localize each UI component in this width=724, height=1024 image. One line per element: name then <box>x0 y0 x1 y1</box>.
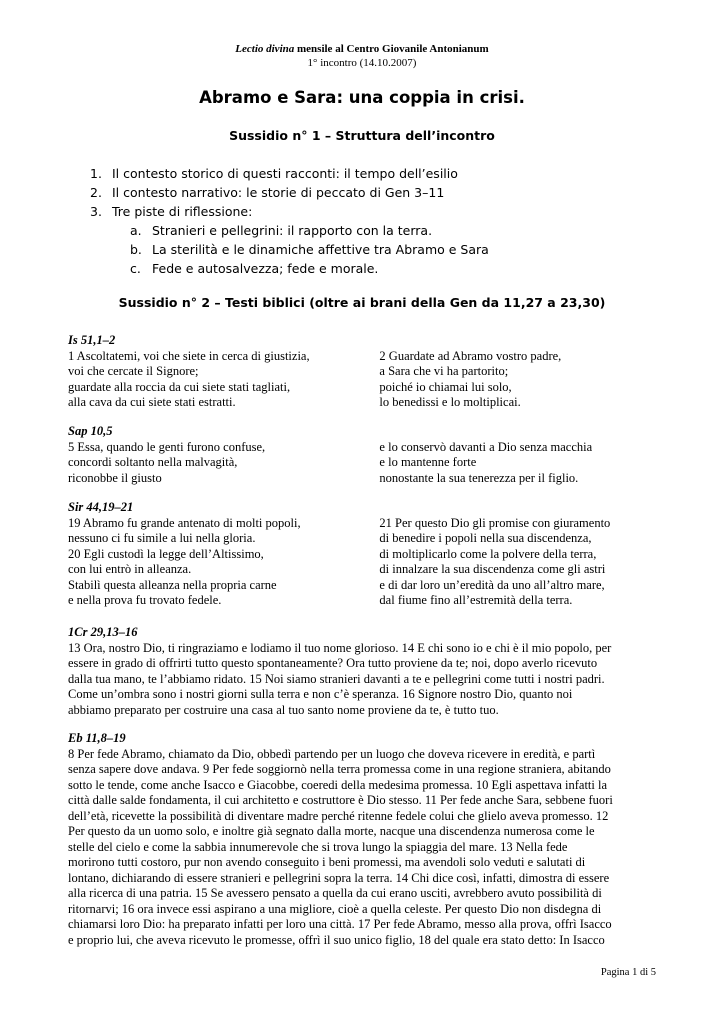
header-line-1-rest: mensile al Centro Giovanile Antonianum <box>294 43 489 55</box>
document-header <box>0 42 724 70</box>
passage-paragraph <box>68 747 658 949</box>
text-line: 8 Per fede Abramo, chiamato da Dio, obbedì partendo per un luogo che doveva ricevere in eredità, e partì <box>68 746 596 761</box>
verse-line: 19 Abramo fu grande antenato di molti popoli, <box>68 515 301 530</box>
passage-wisdom <box>68 424 658 486</box>
passage-right-column <box>379 516 658 609</box>
verse-line: e lo mantenne forte <box>379 455 477 469</box>
passage-paragraph <box>68 641 658 719</box>
passage-reference: Sap 10,5 <box>68 424 113 438</box>
outline-text: Tre piste di riflessione: <box>112 204 253 219</box>
page-number: Pagina 1 di 5 <box>600 967 656 978</box>
text-line: Come un’ombra sono i nostri giorni sulla terra e non c’è speranza. 16 Signore nostro Dio, quanto noi <box>68 687 573 701</box>
passage-sirach <box>68 500 658 609</box>
passage-chronicles <box>68 625 658 718</box>
passage-hebrews <box>68 731 658 948</box>
outline-number: 3. <box>90 204 102 219</box>
passage-reference: Eb 11,8–19 <box>68 731 126 745</box>
text-line: dell’età, ricevette la possibilità di diventare madre perché ritenne fedele colui che glielo aveva promesso. 12 <box>68 808 609 823</box>
verse-line: riconobbe il giusto <box>68 470 162 485</box>
outline-letter: c. <box>130 261 141 276</box>
verse-line: a Sara che vi ha partorito; <box>379 364 509 378</box>
text-line: senza sapere dove andava. 9 Per fede soggiornò nella terra promessa come in una regione straniera, abitando <box>68 762 611 776</box>
outline-subtext: Fede e autosalvezza; fede e morale. <box>152 261 379 276</box>
passage-left-column <box>68 516 379 609</box>
outline-number: 2. <box>90 185 102 200</box>
outline-subitem <box>90 221 650 240</box>
verse-line: 21 Per questo Dio gli promise con giuramento <box>379 515 611 530</box>
outline-subtext: La sterilità e le dinamiche affettive tra Abramo e Sara <box>152 242 489 257</box>
outline-item <box>90 183 650 202</box>
text-line: stelle del cielo e come la sabbia innumerevole che si trova lungo la spiaggia del mare. 13 Nella fede <box>68 839 568 854</box>
outline-text: Il contesto narrativo: le storie di peccato di Gen 3–11 <box>112 185 445 200</box>
verse-line: nessuno ci fu simile a lui nella gloria. <box>68 531 256 545</box>
text-line: lontano, dichiarando di essere stranieri e pellegrini sopra la terra. 14 Chi dice così, infatti, dimostra di essere <box>68 870 610 885</box>
verse-line: di benedire i popoli nella sua discendenza, <box>379 531 592 545</box>
verse-line: di moltiplicarlo come la polvere della terra, <box>379 546 597 561</box>
verse-line: alla cava da cui siete stati estratti. <box>68 395 236 409</box>
outline-list <box>90 164 650 278</box>
sussidio-1-heading: Sussidio n° 1 – Struttura dell’incontro <box>229 128 495 143</box>
verse-line: con lui entrò in alleanza. <box>68 562 192 576</box>
verse-line: 20 Egli custodì la legge dell’Altissimo, <box>68 546 264 561</box>
outline-item <box>90 202 650 221</box>
outline-item <box>90 164 650 183</box>
verse-line: poiché io chiamai lui solo, <box>379 379 512 394</box>
header-line-1 <box>0 42 724 56</box>
verse-line: Stabilì questa alleanza nella propria carne <box>68 577 277 592</box>
verse-line: e di dar loro un’eredità da uno all’altro mare, <box>379 577 605 592</box>
text-line: alla ricerca di una patria. 15 Se avessero pensato a quella da cui erano usciti, avrebbero avuto possibilità di <box>68 886 602 900</box>
passage-reference: 1Cr 29,13–16 <box>68 625 138 639</box>
verse-line: lo benedissi e lo moltiplicai. <box>379 395 521 409</box>
outline-subitem <box>90 240 650 259</box>
text-line: abbiamo preparato per costruire una casa al tuo santo nome proviene da te, è tutto tuo. <box>68 702 499 717</box>
outline-letter: b. <box>130 242 142 257</box>
verse-line: 1 Ascoltatemi, voi che siete in cerca di giustizia, <box>68 348 310 363</box>
outline-subtext: Stranieri e pellegrini: il rapporto con la terra. <box>152 223 433 238</box>
text-line: dalla tua mano, te l’abbiamo ridato. 15 Noi siamo stranieri davanti a te e pellegrini come tutti i nostri padri. <box>68 671 605 686</box>
header-lectio-italic: Lectio divina <box>235 43 295 55</box>
header-line-2: 1° incontro (14.10.2007) <box>307 57 417 69</box>
verse-line: nonostante la sua tenerezza per il figlio. <box>379 470 579 485</box>
text-line: chiamarsi loro Dio: ha preparato infatti per loro una città. 17 Per fede Abramo, messo alla prova, offrì Isacco <box>68 917 612 931</box>
verse-line: e nella prova fu trovato fedele. <box>68 593 222 607</box>
outline-letter: a. <box>130 223 142 238</box>
text-line: e proprio lui, che aveva ricevuto le promesse, offrì il suo unico figlio, 18 del quale era stato detto: In Isacco <box>68 932 605 947</box>
verse-line: e lo conservò davanti a Dio senza macchia <box>379 439 593 454</box>
verse-line: voi che cercate il Signore; <box>68 364 199 378</box>
passage-right-column <box>379 349 658 411</box>
passage-reference: Is 51,1–2 <box>68 333 116 347</box>
text-line: essere in grado di offrirti tutto questo spontaneamente? Ora tutto proviene da te; noi, dopo averlo ricevuto <box>68 656 598 670</box>
passage-right-column <box>379 440 658 487</box>
outline-subitem <box>90 259 650 278</box>
text-line: sotto le tende, come anche Isacco e Giacobbe, coeredi della medesima promessa. 10 Egli aspettava infatti la <box>68 777 608 792</box>
outline-text: Il contesto storico di questi racconti: il tempo dell’esilio <box>112 166 458 181</box>
passage-isaiah <box>68 333 658 411</box>
text-line: Per questo da un uomo solo, e inoltre già segnato dalla morte, nacque una discendenza numerosa come le <box>68 824 595 838</box>
verse-line: dal fiume fino all’estremità della terra. <box>379 593 573 607</box>
text-line: morirono tutti costoro, pur non avendo conseguito i beni promessi, ma avendoli solo veduti e salutati di <box>68 855 586 869</box>
sussidio-2-heading: Sussidio n° 2 – Testi biblici (oltre ai brani della Gen da 11,27 a 23,30) <box>118 295 606 310</box>
outline-number: 1. <box>90 166 102 181</box>
verse-line: guardate alla roccia da cui siete stati tagliati, <box>68 379 291 394</box>
verse-line: di innalzare la sua discendenza come gli astri <box>379 562 606 576</box>
passage-reference: Sir 44,19–21 <box>68 500 134 514</box>
page-title: Abramo e Sara: una coppia in crisi. <box>199 88 525 107</box>
text-line: ritornarvi; 16 ora invece essi aspirano a una migliore, cioè a quella celeste. Per questo Dio non disdegna di <box>68 901 602 916</box>
verse-line: concordi soltanto nella malvagità, <box>68 455 238 469</box>
passage-left-column <box>68 349 379 411</box>
text-line: 13 Ora, nostro Dio, ti ringraziamo e lodiamo il tuo nome glorioso. 14 E chi sono io e chi è il mio popolo, per <box>68 640 612 655</box>
verse-line: 5 Essa, quando le genti furono confuse, <box>68 439 266 454</box>
passage-left-column <box>68 440 379 487</box>
text-line: città dalle salde fondamenta, il cui architetto e costruttore è Dio stesso. 11 Per fede anche Sara, sebbene fuori <box>68 793 613 807</box>
verse-line: 2 Guardate ad Abramo vostro padre, <box>379 348 562 363</box>
